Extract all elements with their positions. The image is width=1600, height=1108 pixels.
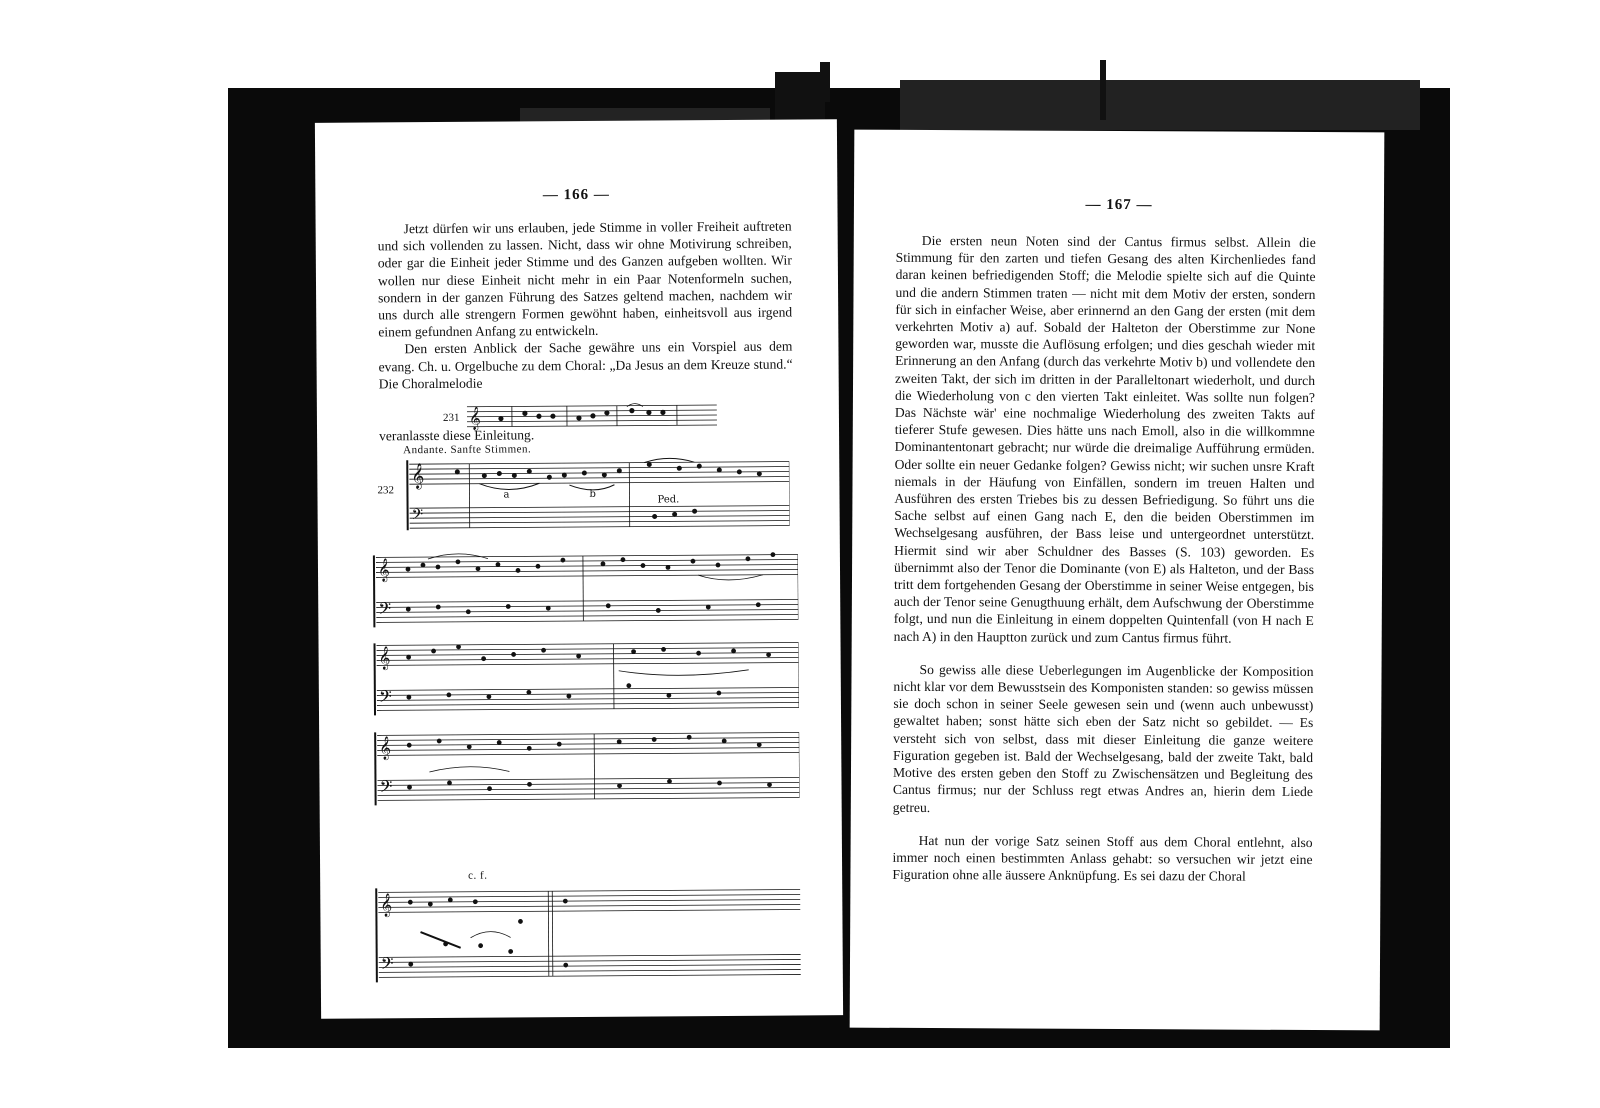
cantus-firmus-label: c. f.	[468, 869, 488, 882]
paragraph: Jetzt dürfen wir uns erlauben, jede Stimme in voller Freiheit auftreten und sich vollenden zu lassen. Nicht, dass wir ohne Motivirung schreiben, oder gar die Einheit jeder Stimme und des Ganzen aufgeben wollten. Wir wollen nur diese Einheit nicht mehr in ein Paar Notenformeln suchen, sondern in der ganzen Führung des Satzes geltend machen, nachdem wir uns durch alle strengern Formen gewöhnt haben, einheitsvoll aus irgend einem gefundnen Anfang zu entwickeln.	[377, 218, 793, 340]
example-232-systems-2-4	[368, 544, 800, 867]
svg-text:𝄞: 𝄞	[378, 645, 391, 670]
right-page-text	[892, 232, 1315, 886]
paragraph: Hat nun der vorige Satz seinen Stoff aus dem Choral entlehnt, also immer noch einen bestimmten Anlass gehabt: so versuchen wir jetzt eine Figuration ohne alle äussere Anknüpfung. Es sei dazu der Choral	[892, 832, 1313, 884]
svg-text:𝄞: 𝄞	[379, 735, 392, 760]
left-page	[315, 119, 843, 1019]
svg-text:𝄞: 𝄞	[411, 464, 425, 490]
example-231-number: 231	[442, 411, 460, 424]
paragraph: So gewiss alle diese Ueberlegungen im Augenblicke der Komposition nicht klar vor dem Bewusstsein des Komponisten standen: so gewiss müssen sie doch schon in seiner Seele gewesen sein und (wenn auch unbewusst) gewaltet haben; sonst hätte sich eben der Satz nicht so gebildet. — Es versteht sich von selbst, dass mit dieser Einleitung die ganze weitere Figuration gegeben ist. Bald der Wechselgesang, bald der zweite Takt, bald Motive des ersten geben den Stoff zu Zwischensätzen und Begleitung des Cantus firmus; nur der Schluss regt etwas Andres an, hierin dem Liede getreu.	[892, 661, 1314, 815]
svg-text:𝄞: 𝄞	[380, 892, 393, 917]
svg-text:𝄢: 𝄢	[378, 686, 392, 711]
right-page	[850, 130, 1385, 1031]
svg-text:𝄢: 𝄢	[380, 953, 394, 978]
motive-b-label: b	[589, 488, 596, 500]
ped-label: Ped.	[657, 494, 680, 506]
example-231-caption: veranlasste diese Einleitung.	[379, 427, 535, 444]
left-page-text	[378, 218, 793, 393]
page-number-166: — 166 —	[542, 186, 610, 204]
paragraph: Die ersten neun Noten sind der Cantus firmus selbst. Allein die Stimmung für den zarten und tiefen Gesang des alten Kirchenliedes fand daran keinen befriedigenden Stoff; die Melodie spielte sich auf die Quinte und die andern Stimmen traten — nicht mit dem Motiv der ersten, sondern für sich in einfacher Weise, aber erinnernd an den Gang der ersten (mit dem verkehrten Motiv a) auf. Sobald der Halteton der Oberstimme zur None geworden war, musste die Auflösung erfolgen; und dies geschah wieder mit Erinnerung an den Anfang (durch das verkehrte Motiv b) und vollendete den zweiten Takt, der sich im dritten in der Paralleltonart wiederholt, und durch die Wiederholung von c den vierten Takt einleitet. Was sollte nun folgen? Das Nächste wär' eine nochmalige Wiederholung des zweiten Takts auf tieferer Stufe gewesen. Dies hätte uns nach Emoll, also in die willkommne Dominantentonart gebracht; nur würde die dreimalige Aufführung ermüden. Oder sollte ein neuer Gedanke folgen? Gewiss nicht; wir suchen unsre Kraft niemals in der Häufung von Einfällen, sondern im treuen Halten und Ausführen des ersten Triebes bis zu dessen Befriedigung. So führt uns die Sache selbst auf einen Gang nach E, den die beiden Oberstimmen im Wechselgesang ausführen, der Bass leise und untergeordnet unterstützt. Hiermit sind wir aber Schuldner des Basses (S. 103) geworden. Es übernimmt also der Tenor die Dominante (von E) als Halteton, und der Bass tritt dem fortgehenden Gesang der Oberstimme in seiner Weise entgegen, bis auch der Tenor seine Genugthuung erhält, dem Aufschwung der Oberstimme folgt, und nun die Einleitung in einem doppelten Quintenfall (von H nach E nach A) in den Hauptton zurück und zum Cantus firmus führt.	[893, 232, 1316, 646]
page-number-167: — 167 —	[1085, 196, 1153, 214]
svg-text:𝄞: 𝄞	[377, 557, 390, 582]
paragraph: Den ersten Anblick der Sache gewähre uns ein Vorspiel aus dem evang. Ch. u. Orgelbuche zu dem Choral: „Da Jesus an dem Kreuze stund.“ Die Choralmelodie	[378, 338, 793, 392]
svg-text:𝄢: 𝄢	[379, 776, 393, 801]
svg-text:𝄞: 𝄞	[468, 405, 481, 430]
example-232-system-1	[399, 454, 790, 535]
example-232-system-5	[370, 879, 801, 992]
tempo-label: Andante. Sanfte Stimmen.	[403, 443, 532, 457]
svg-text:𝄢: 𝄢	[411, 506, 424, 528]
example-232-number: 232	[377, 484, 394, 497]
svg-text:𝄢: 𝄢	[378, 598, 392, 623]
motive-a-label: a	[503, 489, 510, 501]
